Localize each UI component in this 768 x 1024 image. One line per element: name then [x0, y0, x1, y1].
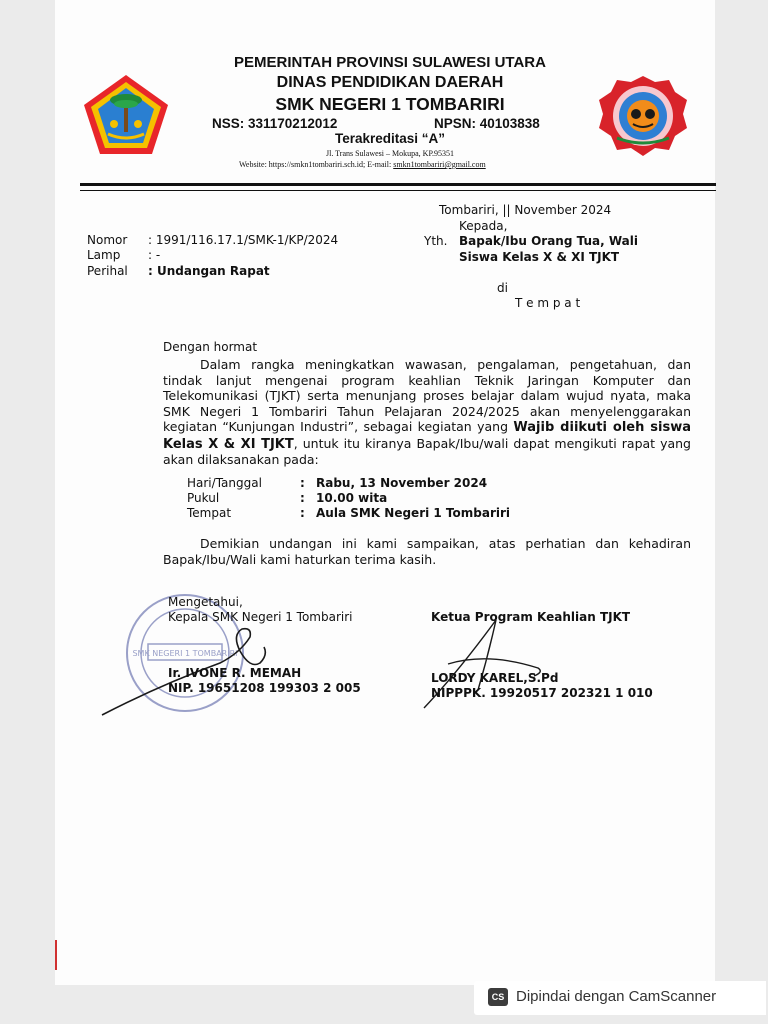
header-nss: NSS: 331170212012 [212, 116, 338, 131]
lamp-label: Lamp [87, 248, 121, 262]
header-rule-thin [80, 190, 716, 191]
camscanner-watermark [474, 981, 766, 1015]
perihal-label: Perihal [87, 264, 128, 278]
detail-colon-time: : [300, 491, 305, 505]
recipient-place: T e m p a t [515, 296, 581, 310]
header-address: Jl. Trans Sulawesi – Mokupa, KP.95351 [325, 149, 454, 158]
camscanner-logo-icon: CS [488, 988, 508, 1006]
right-name: LORDY KAREL,S.Pd [431, 671, 559, 685]
detail-colon-place: : [300, 506, 305, 520]
recipient-line-2: Siswa Kelas X & XI TJKT [459, 250, 620, 264]
body-paragraph [163, 357, 691, 468]
perihal-value: : Undangan Rapat [148, 264, 270, 278]
letter-date: Tombariri, || November 2024 [439, 203, 612, 217]
header-department: DINAS PENDIDIKAN DAERAH [276, 74, 504, 91]
header-accreditation: Terakreditasi “A” [334, 131, 446, 146]
nomor-value: : 1991/116.17.1/SMK-1/KP/2024 [148, 233, 339, 247]
camscanner-label: Dipindai dengan CamScanner [516, 988, 717, 1005]
body-paragraph-part-2: , untuk itu kiranya Bapak/Ibu/wali dapat mengikuti rapat yang akan dilaksanakan pada: [163, 435, 691, 467]
body-paragraph-emphasis: Wajib diikuti oleh siswa Kelas X & XI TJKT [163, 420, 691, 452]
detail-label-time: Pukul [187, 491, 220, 505]
recipient-line-1: Bapak/Ibu Orang Tua, Wali [459, 234, 638, 248]
lamp-value: : - [148, 248, 161, 262]
recipient-label: Kepada, [459, 219, 508, 233]
detail-value-day: Rabu, 13 November 2024 [316, 476, 488, 490]
stamp-label: SMK NEGERI 1 TOMBARIRI [132, 649, 238, 658]
left-title-2: Kepala SMK Negeri 1 Tombariri [168, 610, 353, 624]
recipient-di: di [497, 281, 508, 295]
edge-mark [55, 940, 57, 970]
left-name: Ir. IVONE R. MEMAH [168, 666, 302, 680]
header-npsn: NPSN: 40103838 [434, 116, 540, 131]
header-email: smkn1tombariri@gmail.com [393, 160, 486, 169]
detail-label-day: Hari/Tanggal [187, 476, 262, 490]
header-contact [239, 160, 486, 169]
header-website: Website: https://smkn1tombariri.sch.id; E-mail: [239, 160, 394, 169]
header-government: PEMERINTAH PROVINSI SULAWESI UTARA [234, 54, 546, 71]
greeting: Dengan hormat [163, 340, 258, 354]
province-emblem-icon [80, 72, 172, 158]
school-logo-icon [595, 72, 691, 160]
header-rule-thick [80, 183, 716, 186]
detail-value-place: Aula SMK Negeri 1 Tombariri [316, 506, 511, 520]
left-title-1: Mengetahui, [168, 595, 243, 609]
detail-value-time: 10.00 wita [316, 491, 388, 505]
recipient-honorific: Yth. [424, 234, 448, 248]
detail-label-place: Tempat [187, 506, 232, 520]
body-paragraph-part-1: Dalam rangka meningkatkan wawasan, pengalaman, pengetahuan, dan tindak lanjut mengenai program keahlian Teknik Jaringan Komputer dan Telekomunikasi (TJKT) serta menunjang proses belajar dalam wujud nyata, maka SMK Negeri 1 Tombariri Tahun Pelajaran 2024/2025 akan menyelenggarakan kegiatan “Kunjungan Industri”, sebagai kegiatan yang [163, 357, 691, 434]
left-nip: NIP. 19651208 199303 2 005 [168, 681, 361, 695]
right-title: Ketua Program Keahlian TJKT [431, 610, 631, 624]
header-school-name: SMK NEGERI 1 TOMBARIRI [275, 94, 505, 114]
closing-paragraph: Demikian undangan ini kami sampaikan, atas perhatian dan kehadiran Bapak/Ibu/Wali kami haturkan terima kasih. [163, 536, 691, 567]
detail-colon-day: : [300, 476, 305, 490]
nomor-label: Nomor [87, 233, 128, 247]
right-nip: NIPPPK. 19920517 202321 1 010 [431, 686, 653, 700]
